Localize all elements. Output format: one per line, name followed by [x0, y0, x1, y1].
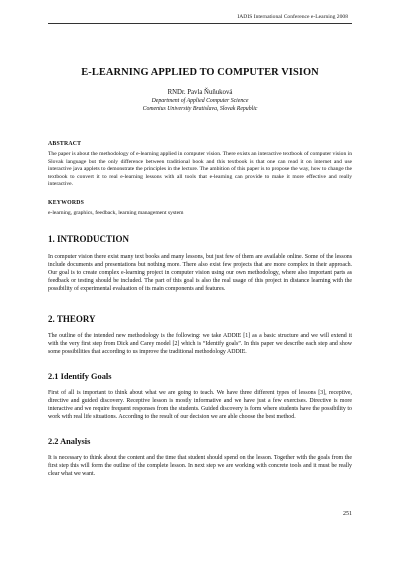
keywords-heading: KEYWORDS [48, 200, 85, 206]
subsection-text-identify-goals: First of all is important to think about what we are going to teach. We have three different types of lessons [3], receptive, directive and guided discovery. Receptive lesson is mostly informative and we have just a few exercises. Directive is more interactive and we require frequent responses from the students. Guided discovery is form where students have the possibility to work with real life situations. According to the result of our decision we are able choose the best method. [48, 390, 352, 421]
section-heading-theory: 2. THEORY [48, 314, 96, 324]
abstract-text: The paper is about the methodology of e-learning applied in computer vision. There exists an interactive textbook of computer vision in Slovak language but the only difference between traditional book and this textbook is that one can read it on internet and use interactive java applets to demonstrate the principles in the lecture. The ambition of this paper is to propose the way, how to change the textbook to convert it to real e-learning lessons with all tools that e-learning can provide to make it more effective and really interactive. [48, 151, 352, 188]
section-text-theory: The outline of the intended new methodology is the following: we take ADDIE [1] as a basic structure and we will extend it with the very first step from Dick and Carey model [2] which is “Identify goals”. In this paper we describe each step and show some possibilities that according to us improve the traditional methodology ADDIE. [48, 333, 352, 356]
paper-title: E-LEARNING APPLIED TO COMPUTER VISION [81, 67, 319, 78]
author-name: RNDr. Pavla Ňuňuková [167, 89, 233, 96]
subsection-text-analysis: It is necessary to think about the content and the time that student should spend on the lesson. Together with the goals from the first step this will form the outline of the complete lesson. In next step we are working with concrete tools and it must be really clear what we want. [48, 455, 352, 478]
keywords-text: e-learning, graphics, feedback, learning management system [48, 210, 184, 216]
running-header: IADIS International Conference e-Learning 2008 [237, 14, 348, 20]
subsection-heading-identify-goals: 2.1 Identify Goals [48, 372, 112, 381]
section-heading-introduction: 1. INTRODUCTION [48, 234, 130, 244]
page-number: 251 [343, 511, 352, 517]
abstract-heading: ABSTRACT [48, 141, 82, 147]
author-department: Department of Applied Computer Science [151, 98, 249, 104]
subsection-heading-analysis: 2.2 Analysis [48, 437, 91, 446]
header-rule [48, 23, 352, 24]
author-university: Comenius University Bratislava, Slovak Republic [142, 106, 258, 112]
section-text-introduction: In computer vision there exist many text books and many lessons, but just few of them are available online. Some of the lessons include documents and presentations but nothing more. There also exist few projects that are more complex in their approach. Our goal is to create complex e-learning project in computer vision using our own methodology, where also important parts as feedback or testing should be included. The part of this goal is also the real usage of this project in distance learning with the possibility of experimental evaluation of its main components and features. [48, 254, 352, 293]
